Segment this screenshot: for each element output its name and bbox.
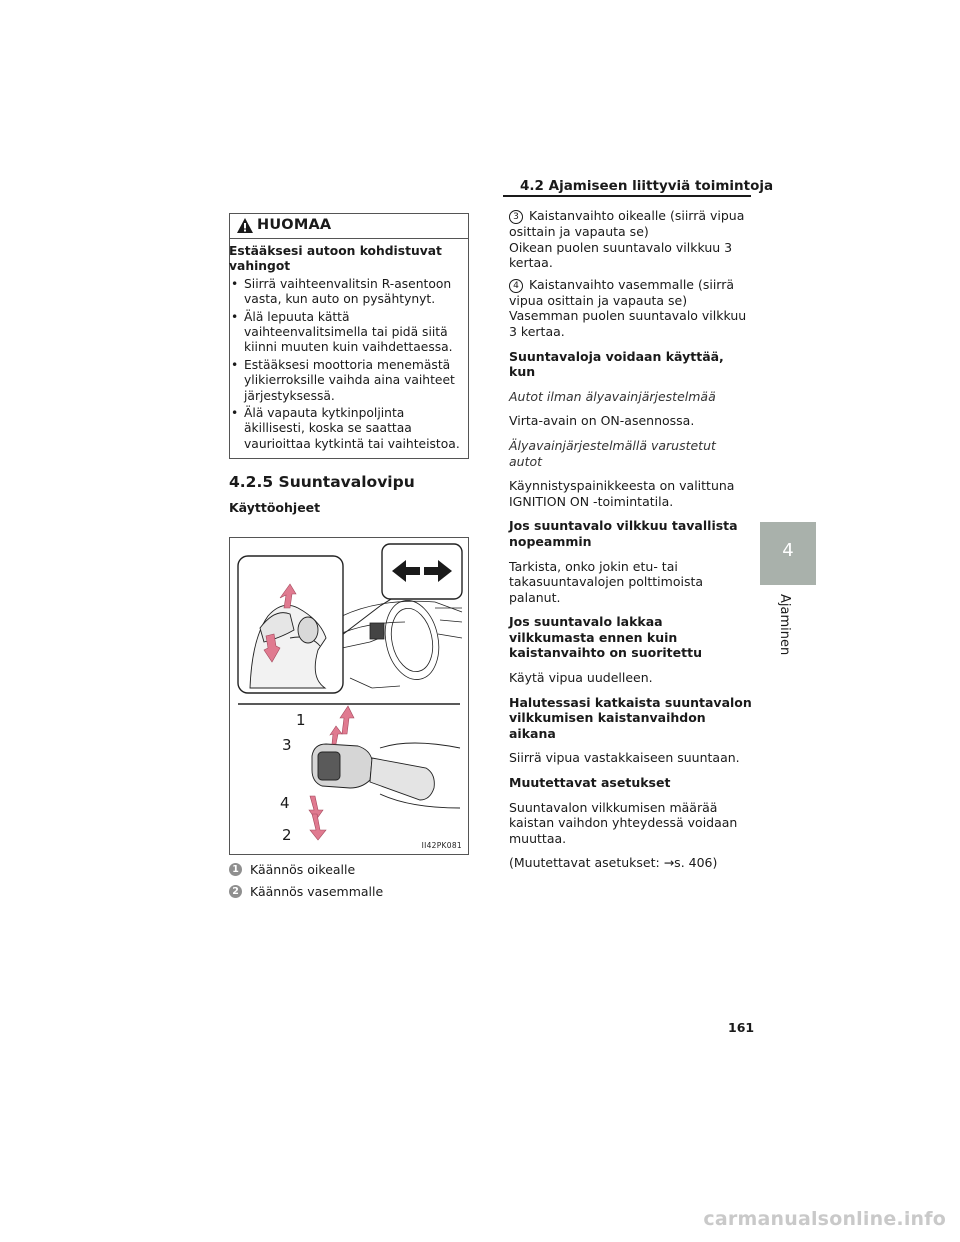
lever-diagram [230,538,468,854]
caution-box [229,213,469,459]
figure-code: II42PK081 [421,841,462,850]
text-ignition-on: Käynnistyspainikkeesta on valittuna IGNITION ON -toimintatila. [509,478,735,509]
caution-lead: Estääksesi autoon kohdistuvat vahingot [229,244,442,274]
subheading-no-smart-key: Autot ilman älyavainjärjestelmää [509,388,716,404]
lever-illustration [229,537,469,855]
lane-change-right-desc: Oikean puolen suuntavalo vilkkuu 3 kertaa. [509,239,733,271]
heading-custom-settings: Muutettavat asetukset [509,775,671,791]
heading-usage: Suuntavaloja voidaan käyttää, kun [509,348,724,380]
caption-text: Käännös oikealle [250,862,356,877]
right-column [509,208,752,880]
step-number: 4 [509,279,523,293]
step-number: 3 [509,210,523,224]
caption-text: Käännös vasemmalle [250,884,384,899]
heading-stops-blinking: Jos suuntavalo lakkaa vilkkumasta ennen kuin kaistanvaihto on suoritettu [509,614,702,661]
subheading: Käyttöohjeet [229,500,321,515]
figure-label-4: 4 [280,794,290,812]
caption-number: 1 [229,863,242,876]
caption-left-turn [229,884,383,899]
lane-change-left-desc: Vasemman puolen suuntavalo vilkkuu 3 kertaa. [509,308,747,339]
section-title: 4.2.5 Suuntavalovipu [229,473,415,491]
caution-item: • Älä vapauta kytkinpoljinta äkillisesti, koska se saattaa vaurioittaa kytkintä tai vaihteistoa. [230,406,468,452]
caption-right-turn [229,862,355,877]
lane-change-right-title: Kaistanvaihto oikealle (siirrä vipua osittain ja vapauta se) [509,208,745,239]
figure-label-2: 2 [282,826,292,844]
watermark: carmanualsonline.info [703,1208,946,1230]
text-check-bulbs: Tarkista, onko jokin etu- tai takasuuntavalojen polttimoista palanut. [509,558,704,605]
text-use-again: Käytä vipua uudelleen. [509,670,653,686]
warning-icon [236,217,254,234]
caution-item: • Älä lepuuta kättä vaihteenvalitsimella tai pidä siitä kiinni muuten kuin vaihdettaessa. [230,310,468,356]
header-rule [503,195,751,197]
caution-item: • Estääksesi moottoria menemästä ylikierroksille vaihda aina vaihteet järjestyksessä. [230,358,468,404]
caption-number: 2 [229,885,242,898]
text-custom-blink-count: Suuntavalon vilkkumisen määrää kaistan vaihdon yhteydessä voidaan muuttaa. [509,799,738,846]
chapter-tab-number: 4 [782,540,794,561]
figure-label-1: 1 [296,711,306,729]
chapter-header: 4.2 Ajamiseen liittyviä toimintoja [520,178,774,194]
chapter-tab-label: Ajaminen [777,594,792,656]
subheading-smart-key: Älyavainjärjestelmällä varustetut autot [509,437,716,469]
figure-label-3: 3 [282,736,292,754]
caution-body [230,239,468,452]
lane-change-right [509,208,752,271]
page-number: 161 [728,1020,755,1035]
heading-cancel-blink: Halutessasi katkaista suuntavalon vilkkumisen kaistanvaihdon aikana [509,694,752,741]
caution-item: • Siirrä vaihteenvalitsin R-asentoon vasta, kun auto on pysähtynyt. [230,277,468,308]
caution-list [230,277,468,452]
caution-header [230,214,468,239]
lane-change-left-title: Kaistanvaihto vasemmalle (siirrä vipua osittain ja vapauta se) [509,276,735,308]
text-key-on: Virta-avain on ON-asennossa. [509,413,695,429]
text-custom-reference: (Muutettavat asetukset: →s. 406) [509,855,718,871]
lane-change-left [509,277,752,340]
text-opposite-direction: Siirrä vipua vastakkaiseen suuntaan. [509,750,740,766]
heading-fast-blink: Jos suuntavalo vilkkuu tavallista nopeammin [509,518,738,549]
caution-title: HUOMAA [257,217,332,233]
